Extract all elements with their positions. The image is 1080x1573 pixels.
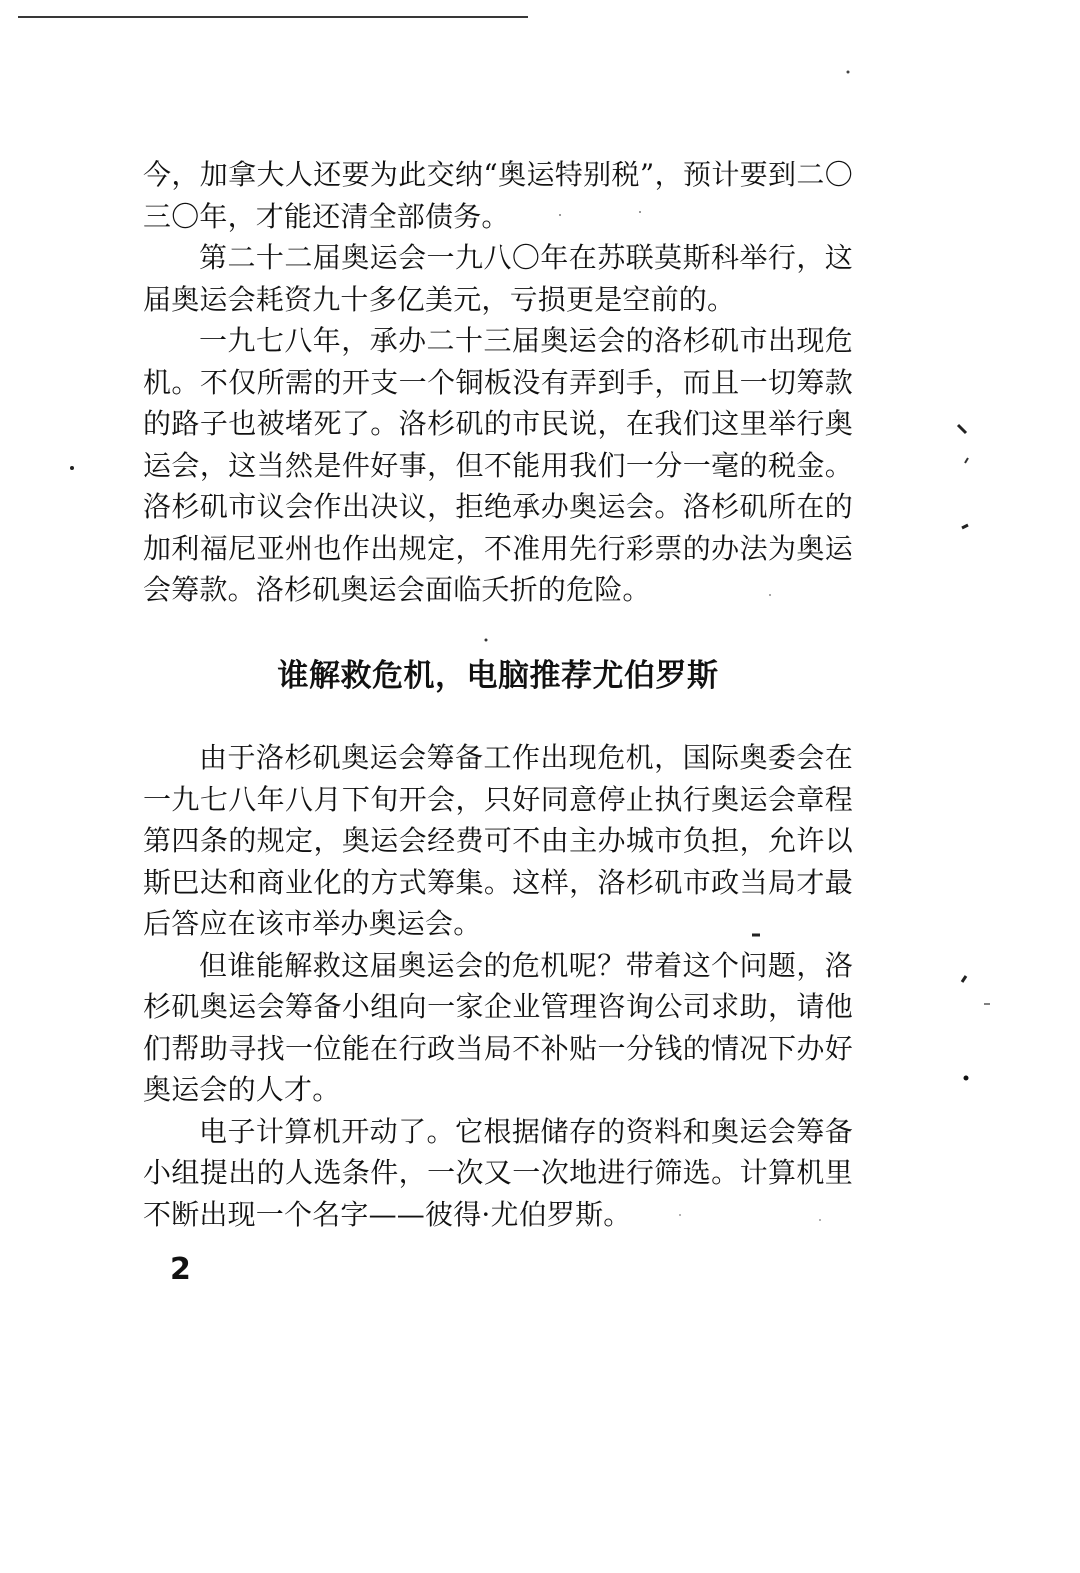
speck: [964, 1076, 969, 1081]
speck: [958, 425, 966, 433]
speck: [965, 458, 968, 463]
paragraph-ioc-decision: 由于洛杉矶奥运会筹备工作出现危机，国际奥委会在一九七八年八月下旬开会，只好同意停止执行奥运会章程第四条的规定，奥运会经费可不由主办城市负担，允许以斯巴达和商业化的方式筹集。这样，洛杉矶市政当局才最后答应在该市举办奥运会。: [143, 741, 853, 940]
body-text-section-1: [143, 154, 853, 611]
paragraph-computer-selection: 电子计算机开动了。它根据储存的资料和奥运会筹备小组提出的人选条件，一次又一次地进行筛选。计算机里不断出现一个名字——彼得·尤伯罗斯。: [143, 1114, 853, 1231]
paragraph-los-angeles-crisis: 一九七八年，承办二十三届奥运会的洛杉矶市出现危机。不仅所需的开支一个铜板没有弄到手，而且一切筹款的路子也被堵死了。洛杉矶的市民说，在我们这里举行奥运会，这当然是件好事，但不能用我们一分一毫的税金。洛杉矶市议会作出决议，拒绝承办奥运会。洛杉矶所在的加利福尼亚州也作出规定，不准用先行彩票的办法为奥运会筹款。洛杉矶奥运会面临夭折的危险。: [143, 324, 853, 606]
body-text-section-2: [143, 737, 853, 1235]
speck: [962, 525, 968, 528]
paragraph-moscow-olympics: 第二十二届奥运会一九八〇年在苏联莫斯科举行，这届奥运会耗资九十多亿美元，亏损更是空前的。: [143, 241, 853, 316]
page-number: 2: [170, 1252, 191, 1287]
top-scan-edge-line: [18, 16, 528, 18]
speck: [70, 466, 74, 470]
speck: [847, 71, 850, 74]
speck: [485, 639, 488, 642]
paragraph-who-can-save: 但谁能解救这届奥运会的危机呢？带着这个问题，洛杉矶奥运会筹备小组向一家企业管理咨询公司求助，请他们帮助寻找一位能在行政当局不补贴一分钱的情况下办好奥运会的人才。: [143, 948, 853, 1106]
speck: [962, 976, 966, 982]
paragraph-continued: 今，加拿大人还要为此交纳“奥运特别税”，预计要到二〇三〇年，才能还清全部债务。: [143, 158, 853, 233]
section-heading: 谁解救危机，电脑推荐尤伯罗斯: [277, 658, 719, 694]
